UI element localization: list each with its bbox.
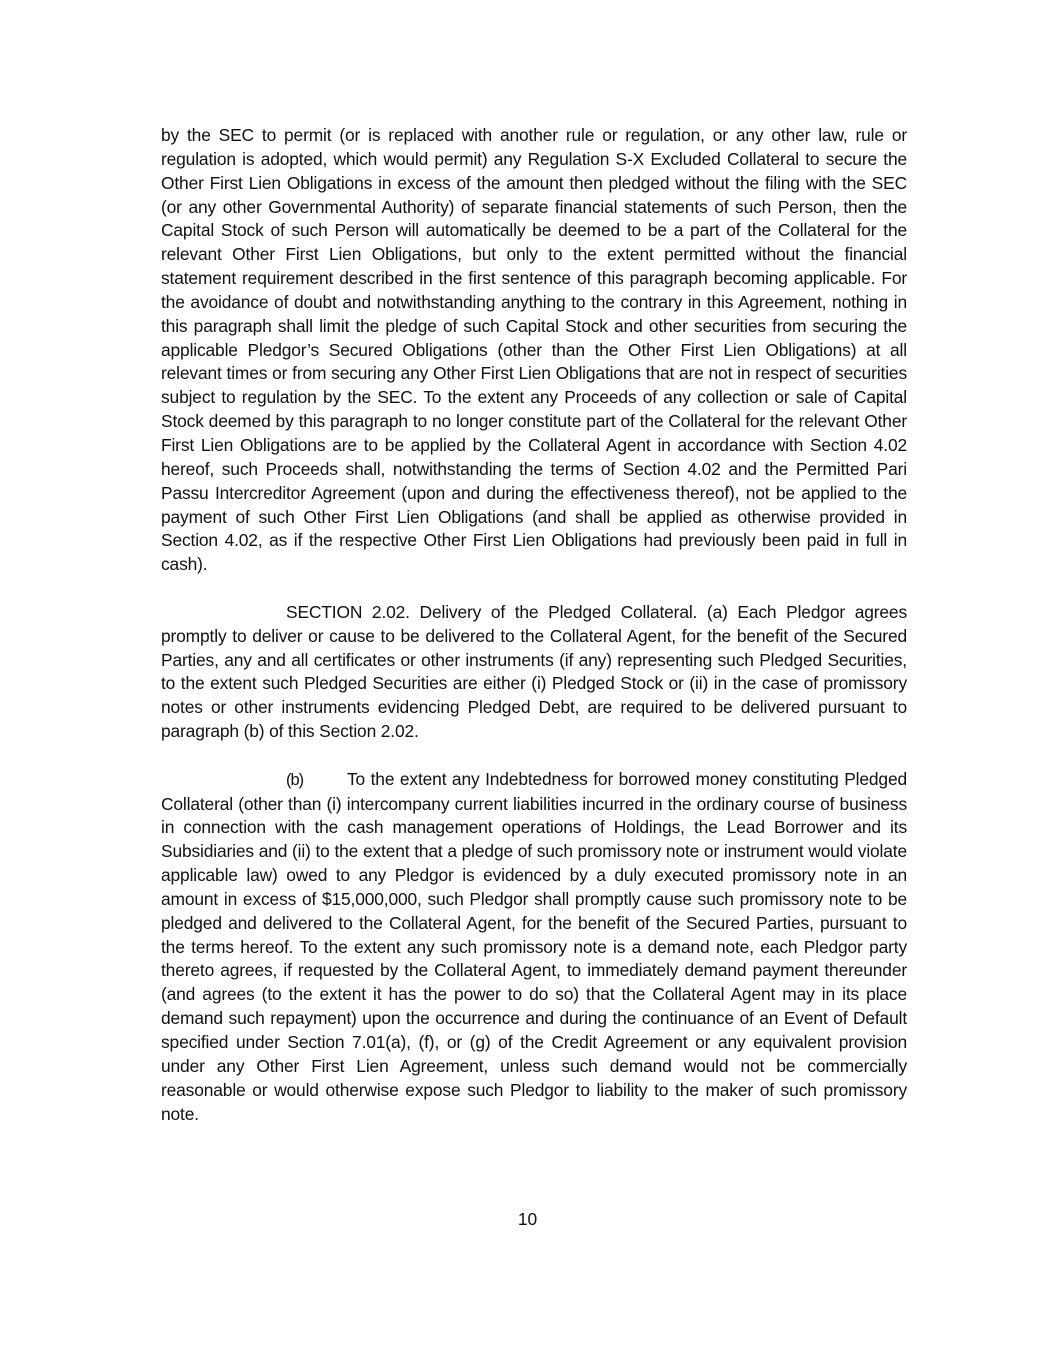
continued-paragraph: by the SEC to permit (or is replaced with another rule or regulation, or any other law, rule or regulation is adopted, which would permit) any Regulation S-X Excluded Collateral to secure the Other First Lien Obligations in excess of the amount then pledged without the filing with the SEC (or any other Governmental Authority) of separate financial statements of such Person, then the Capital Stock of such Person will automatically be deemed to be a part of the Collateral for the relevant Other First Lien Obligations, but only to the extent permitted without the financial statement requirement described in the first sentence of this paragraph becoming applicable. For the avoidance of doubt and notwithstanding anything to the contrary in this Agreement, nothing in this paragraph shall limit the pledge of such Capital Stock and other securities from securing the applicable Pledgor’s Secured Obligations (other than the Other First Lien Obligations) at all relevant times or from securing any Other First Lien Obligations that are not in respect of securities subject to regulation by the SEC. To the extent any Proceeds of any collection or sale of Capital Stock deemed by this paragraph to no longer constitute part of the Collateral for the relevant Other First Lien Obligations are to be applied by the Collateral Agent in accordance with Section 4.02 hereof, such Proceeds shall, notwithstanding the terms of Section 4.02 and the Permitted Pari Passu Intercreditor Agreement (upon and during the effectiveness thereof), not be applied to the payment of such Other First Lien Obligations (and shall be applied as otherwise provided in Section 4.02, as if the respective Other First Lien Obligations had previously been paid in full in cash). bbox=[161, 125, 907, 575]
subsection-label: (b) bbox=[286, 770, 304, 789]
page-number: 10 bbox=[517, 1209, 538, 1229]
subsection-b-paragraph bbox=[161, 768, 907, 1127]
section-2-02-paragraph: SECTION 2.02. Delivery of the Pledged Collateral. (a) Each Pledgor agrees promptly to deliver or cause to be delivered to the Collateral Agent, for the benefit of the Secured Parties, any and all certificates or other instruments (if any) representing such Pledged Securities, to the extent such Pledged Securities are either (i) Pledged Stock or (ii) in the case of promissory notes or other instruments evidencing Pledged Debt, are required to be delivered pursuant to paragraph (b) of this Section 2.02. bbox=[161, 601, 907, 742]
document-body bbox=[161, 124, 907, 1150]
subsection-b-text: To the extent any Indebtedness for borrowed money constituting Pledged Collateral (other than (i) intercompany current liabilities incurred in the ordinary course of business in connection with the cash management operations of Holdings, the Lead Borrower and its Subsidiaries and (ii) to the extent that a pledge of such promissory note or instrument would violate applicable law) owed to any Pledgor is evidenced by a duly executed promissory note in an amount in excess of $15,000,000, such Pledgor shall promptly cause such promissory note to be pledged and delivered to the Collateral Agent, for the benefit of the Secured Parties, pursuant to the terms hereof. To the extent any such promissory note is a demand note, each Pledgor party thereto agrees, if requested by the Collateral Agent, to immediately demand payment thereunder (and agrees (to the extent it has the power to do so) that the Collateral Agent may in its place demand such repayment) upon the occurrence and during the continuance of an Event of Default specified under Section 7.01(a), (f), or (g) of the Credit Agreement or any equivalent provision under any Other First Lien Agreement, unless such demand would not be commercially reasonable or would otherwise expose such Pledgor to liability to the maker of such promissory note. bbox=[161, 768, 907, 1124]
